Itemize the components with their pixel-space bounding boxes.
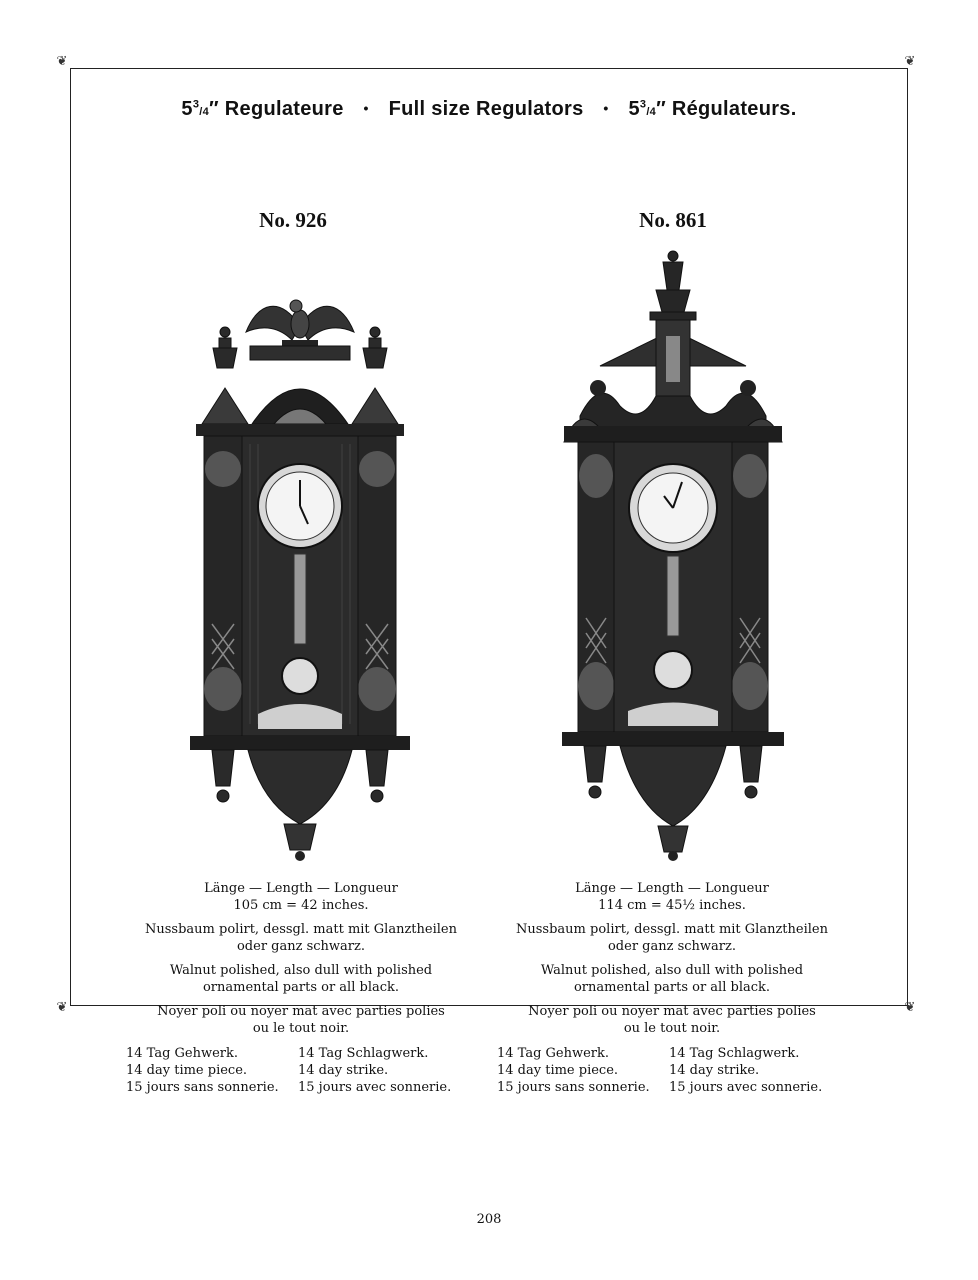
length-value: 114 cm = 45½ inches. [598,898,746,913]
description-english: Walnut polished, also dull with polished [540,963,804,978]
description-german: oder ganz schwarz. [607,939,736,954]
clock-illustration-926 [188,284,412,864]
description-german: Nussbaum polirt, dessgl. matt mit Glanztheilen [516,922,828,937]
clock-description [497,880,847,1096]
movement-options [126,1045,476,1096]
length-label: Länge — Length — Longueur [204,881,398,896]
description-french: Noyer poli ou noyer mat avec parties polies [528,1004,816,1019]
length-value: 105 cm = 42 inches. [233,898,369,913]
description-german: Nussbaum polirt, dessgl. matt mit Glanztheilen [145,922,457,937]
title-french: $5^3/4''$ Régulateurs. [628,98,797,120]
description-english: ornamental parts or all black. [202,980,400,995]
clock-illustration-861 [560,246,786,864]
description-german: oder ganz schwarz. [236,939,365,954]
title-separator: • [363,100,369,116]
movement-strike: 14 Tag Schlagwerk. 14 day strike. 15 jours avec sonnerie. [298,1046,452,1095]
description-english: ornamental parts or all black. [573,980,771,995]
title-separator: • [603,100,609,116]
model-number: No. 926 [259,208,327,232]
movement-strike: 14 Tag Schlagwerk. 14 day strike. 15 jours avec sonnerie. [669,1046,823,1095]
eagle-icon [246,300,354,346]
corner-ornament-icon: ❦ [56,1000,68,1015]
corner-ornament-icon: ❦ [904,54,916,69]
title-german: $5^3/4''$ Regulateure [181,98,344,120]
movement-time-piece: 14 Tag Gehwerk. 14 day time piece. 15 jours sans sonnerie. [497,1046,650,1095]
page-title [0,98,978,121]
description-french: Noyer poli ou noyer mat avec parties polies [157,1004,445,1019]
page-number: 208 [476,1212,502,1227]
movement-time-piece: 14 Tag Gehwerk. 14 day time piece. 15 jours sans sonnerie. [126,1046,279,1095]
clock-description [126,880,476,1096]
corner-ornament-icon: ❦ [904,1000,916,1015]
model-number: No. 861 [639,208,707,232]
corner-ornament-icon: ❦ [56,54,68,69]
title-english: Full size Regulators [388,98,584,120]
description-french: ou le tout noir. [623,1021,721,1036]
length-label: Länge — Length — Longueur [575,881,769,896]
description-english: Walnut polished, also dull with polished [169,963,433,978]
movement-options [497,1045,847,1096]
description-french: ou le tout noir. [252,1021,350,1036]
